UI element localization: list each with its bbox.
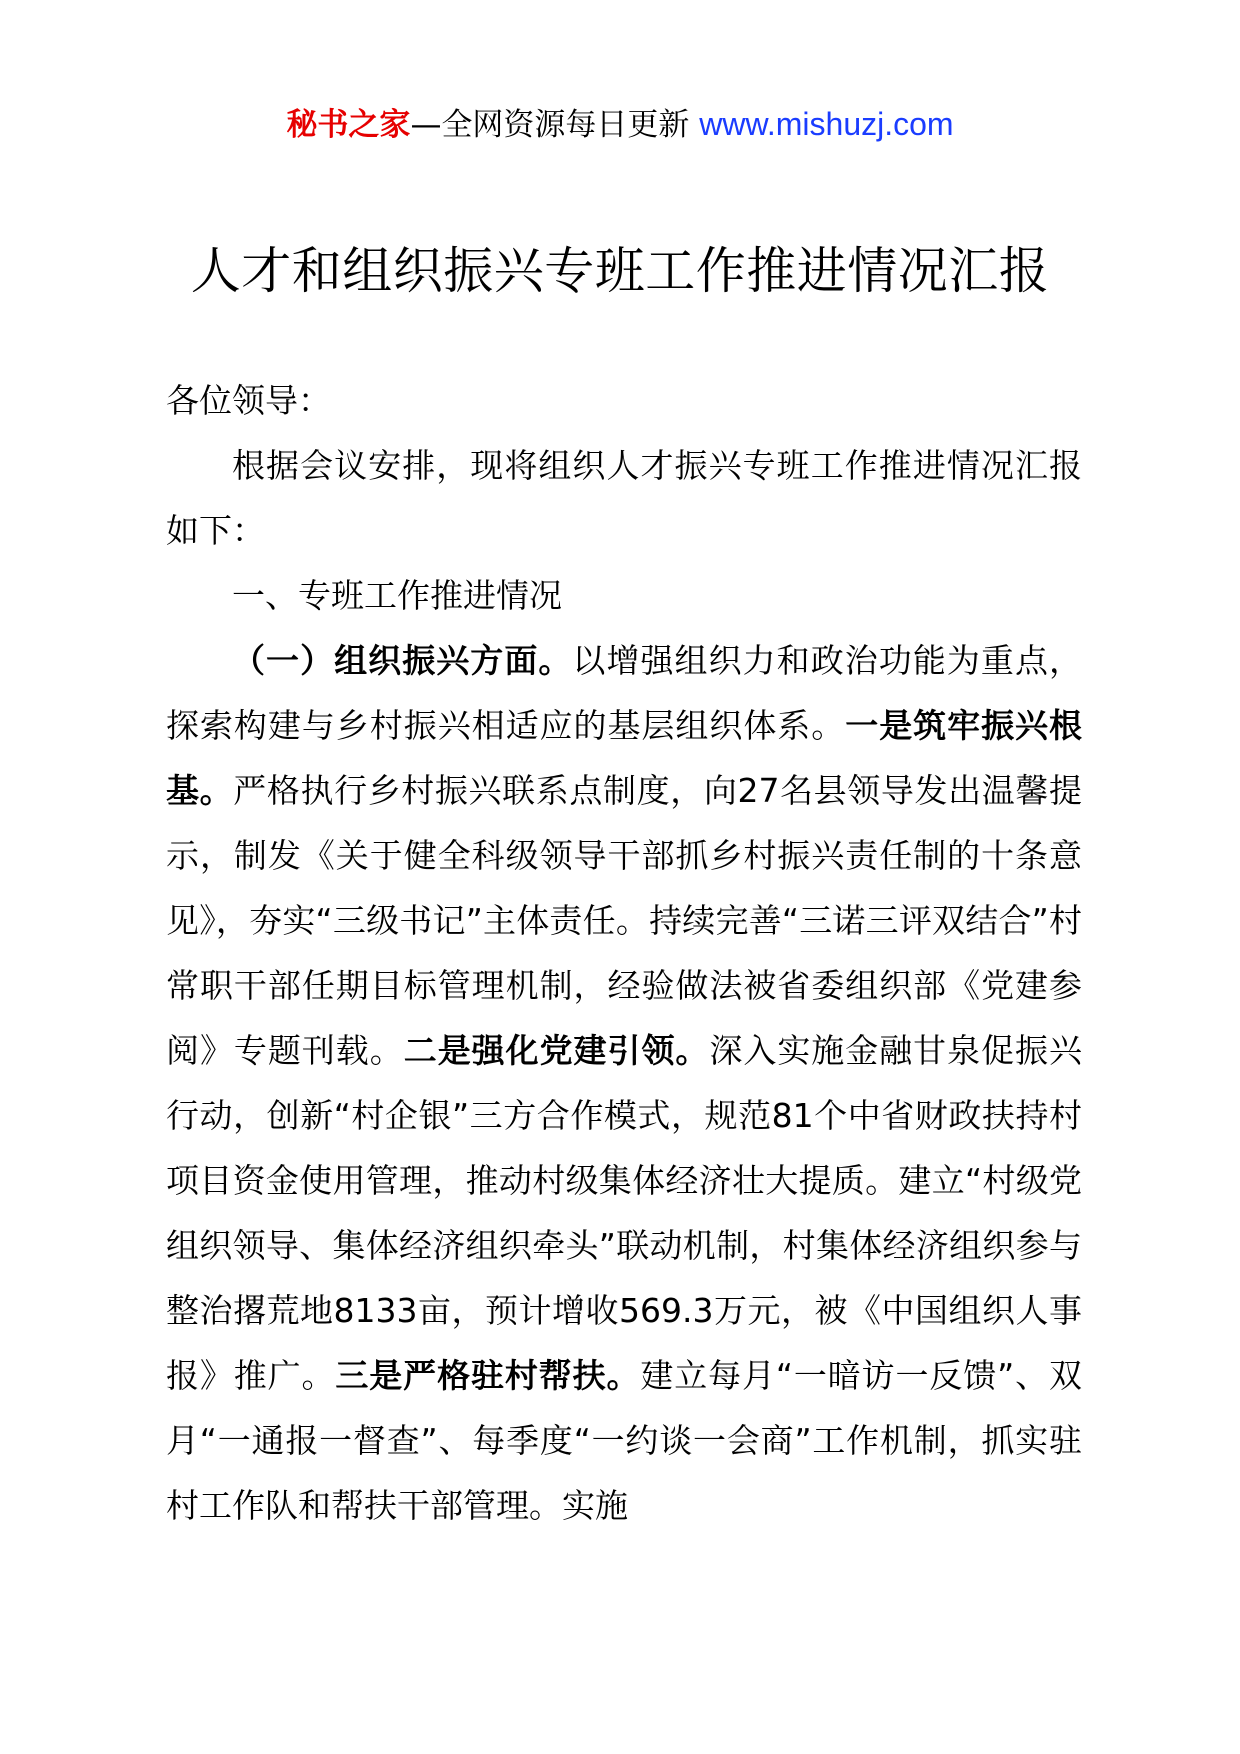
intro-paragraph: 根据会议安排，现将组织人才振兴专班工作推进情况汇报如下： [166,446,1082,550]
point-heading: 三是严格驻村帮扶。 [335,1356,641,1395]
paragraph-text: 深入实施金融甘泉促振兴行动，创新“村企银”三方合作模式，规范81个中省财政扶持村项目资金使用管理，推动村级集体经济壮大提质。建立“村级党组织领导、集体经济组织牵头”联动机制，村集体经济组织参与整治撂荒地8133亩，预计增收569.3万元，被《中国组织人事报》推广。 [166,1031,1083,1395]
point-heading: 一是筑牢振兴根基。 [166,706,1083,810]
salutation: 各位领导： [166,381,331,420]
point-heading: 二是强化党建引领。 [403,1031,710,1070]
site-slogan: —全网资源每日更新 [410,107,690,143]
document-body [166,368,1082,1538]
paragraph-text: 以增强组织力和政治功能为重点，探索构建与乡村振兴相适应的基层组织体系。 [166,641,1083,745]
paragraph-text: 建立每月“一暗访一反馈”、双月“一通报一督查”、每季度“一约谈一会商”工作机制，抓实驻村工作队和帮扶干部管理。实施 [166,1356,1083,1525]
site-header [0,98,1240,151]
site-brand: 秘书之家 [286,107,411,143]
paragraph-subheading: （一）组织振兴方面。 [232,641,573,680]
document-title: 人才和组织振兴专班工作推进情况汇报 [190,242,1050,300]
site-url-link[interactable]: www.mishuzj.com [699,106,954,142]
paragraph-text: 严格执行乡村振兴联系点制度，向27名县领导发出温馨提示，制发《关于健全科级领导干部抓乡村振兴责任制的十条意见》，夯实“三级书记”主体责任。持续完善“三诺三评双结合”村常职干部任期目标管理机制，经验做法被省委组织部《党建参阅》专题刊载。 [166,771,1082,1070]
organization-paragraph [166,628,1082,1538]
section-heading: 一、专班工作推进情况 [232,576,562,615]
